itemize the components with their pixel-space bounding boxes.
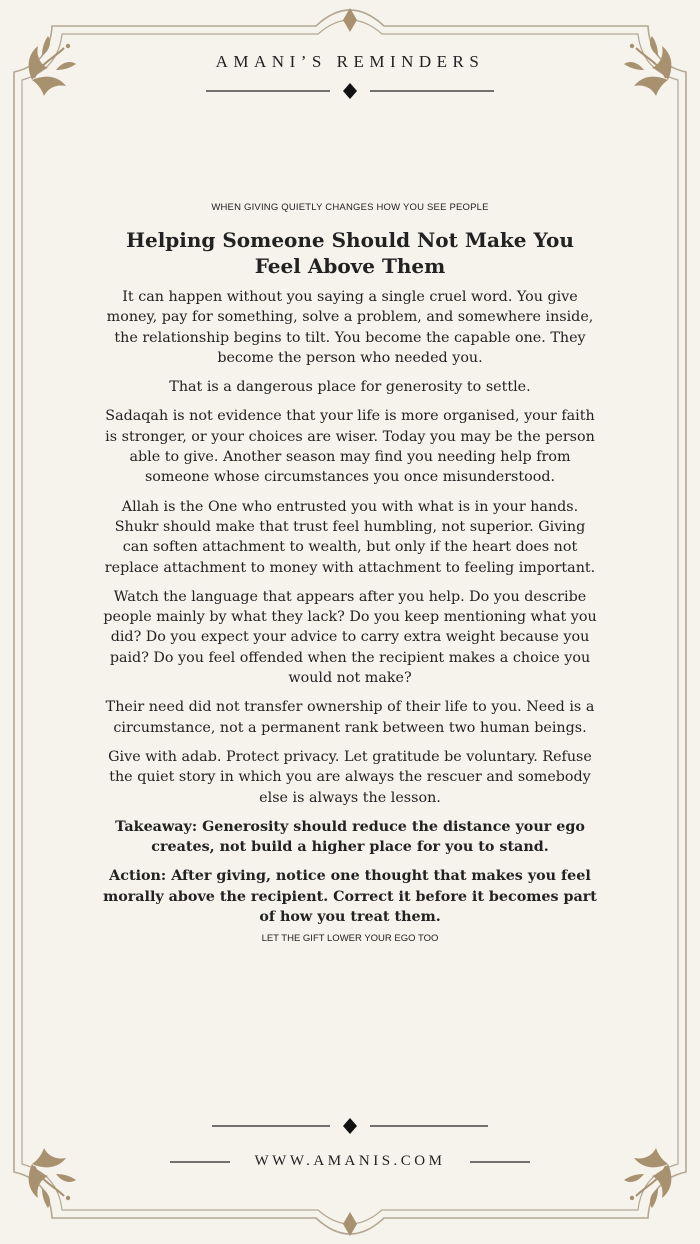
action: Action: After giving, notice one thought that makes you feel morally above the recipient. Correct it before it becomes part of how you treat them. xyxy=(103,868,597,926)
article xyxy=(100,202,600,944)
paragraph-4: Allah is the One who entrusted you with what is in your hands. Shukr should make that trust feel humbling, not superior. Giving can soften attachment to wealth, but only if the heart does not replace attachment to money with attachment to feeling important. xyxy=(104,498,596,576)
paragraph-7: Give with adab. Protect privacy. Let gratitude be voluntary. Refuse the quiet story in which you are always the rescuer and somebody else is always the lesson. xyxy=(108,748,592,806)
kicker: WHEN GIVING QUIETLY CHANGES HOW YOU SEE PEOPLE xyxy=(211,202,489,213)
takeaway: Takeaway: Generosity should reduce the distance your ego creates, not build a higher place for you to stand. xyxy=(115,818,585,856)
brand-title: AMANI’S REMINDERS xyxy=(215,52,485,71)
paragraph-3: Sadaqah is not evidence that your life is more organised, your faith is stronger, or your choices are wiser. Today you may be the person able to give. Another season may find you needing help from someone whose circumstances you once misunderstood. xyxy=(105,408,595,486)
signoff: LET THE GIFT LOWER YOUR EGO TOO xyxy=(261,933,439,945)
paragraph-6: Their need did not transfer ownership of their life to you. Need is a circumstance, not a permanent rank between two human beings. xyxy=(105,699,595,736)
paragraph-5: Watch the language that appears after you help. Do you describe people mainly by what they lack? Do you keep mentioning what you did? Do you expect your advice to carry extra weight because you paid? Do you feel offended when the recipient makes a choice you would not make? xyxy=(103,588,597,687)
paragraph-2: That is a dangerous place for generosity to settle. xyxy=(169,379,531,396)
article-title: Helping Someone Should Not Make You Feel Above Them xyxy=(126,228,574,278)
website-url: WWW.AMANIS.COM xyxy=(254,1153,446,1169)
paragraph-1: It can happen without you saying a single cruel word. You give money, pay for something, solve a problem, and somewhere inside, the relationship begins to tilt. You become the capable one. They become the person who needed you. xyxy=(106,289,594,366)
